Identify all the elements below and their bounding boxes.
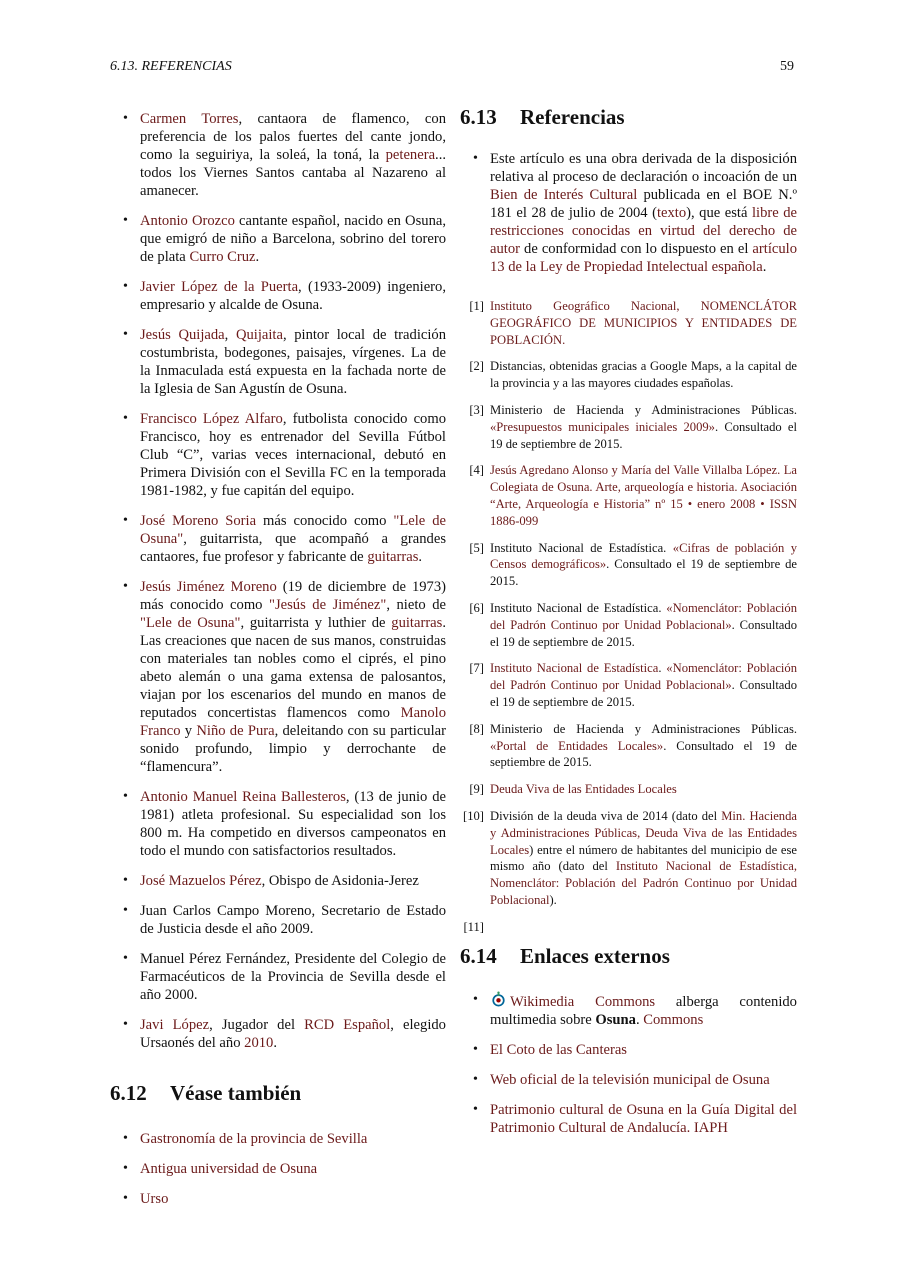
- text-link[interactable]: Javier López de la Puerta: [140, 279, 299, 295]
- text-segment: . Consultado el 19 de septiembre de 2015.: [490, 419, 797, 451]
- reference-item: [460, 358, 797, 392]
- person-list-item: [110, 902, 446, 938]
- person-list-item: [110, 326, 446, 398]
- text-link[interactable]: Carmen Torres: [140, 111, 239, 127]
- person-list-item: [110, 212, 446, 266]
- text-segment: Ministerio de Hacienda y Administraciones Públicas.: [490, 402, 797, 417]
- text-link[interactable]: Quijaita: [235, 327, 283, 343]
- reference-number: [5]: [469, 540, 484, 555]
- text-segment: Este artículo es una obra derivada de la disposición relativa al proceso de declaración o incoación de un: [490, 151, 797, 185]
- text-segment: , nieto de: [386, 597, 446, 613]
- text-segment: . Consultado el 19 de septiembre de 2015.: [490, 617, 797, 649]
- see-also-heading: [110, 1080, 446, 1106]
- text-link[interactable]: Urso: [140, 1191, 169, 1207]
- person-list-item: [110, 1016, 446, 1052]
- text-segment: , Obispo de Asidonia-Jerez: [261, 873, 419, 889]
- reference-item: [460, 298, 797, 348]
- reference-number: [9]: [469, 782, 484, 797]
- reference-number: [7]: [469, 661, 484, 676]
- external-link-item: [460, 991, 797, 1029]
- reference-item: [460, 808, 797, 909]
- references-title: Referencias: [520, 105, 625, 129]
- text-segment: . Consultado el 19 de septiembre de 2015.: [490, 738, 797, 770]
- text-link[interactable]: Web oficial de la televisión municipal de Osuna: [490, 1071, 770, 1088]
- text-segment: , (13 de junio de 1981) atleta profesional. Su especialidad son los 800 m. Ha competido en diversos campeonatos en todo el mundo con satisfactorios resultados.: [140, 789, 446, 859]
- see-also-title: Véase también: [170, 1081, 302, 1105]
- text-link[interactable]: Gastronomía de la provincia de Sevilla: [140, 1131, 368, 1147]
- text-segment: alberga contenido multimedia sobre: [490, 993, 797, 1028]
- reference-item: [460, 540, 797, 590]
- reference-item: [460, 781, 797, 798]
- left-column: [110, 110, 446, 1220]
- see-also-item: [110, 1160, 446, 1178]
- text-segment: Ministerio de Hacienda y Administraciones Públicas.: [490, 721, 797, 736]
- right-column: [460, 104, 797, 1149]
- reference-number: [11]: [463, 919, 484, 934]
- notable-people-list: [110, 110, 446, 1052]
- text-segment: Manuel Pérez Fernández, Presidente del Colegio de Farmacéuticos de la Provincia de Sevilla desde el año 2000.: [140, 951, 446, 1003]
- reference-item: [460, 600, 797, 650]
- text-segment: , elegido Ursaonés del año: [140, 1017, 446, 1051]
- text-link[interactable]: Min. Hacienda y Administraciones Públicas, Deuda Viva de las Entidades Locales: [490, 808, 797, 857]
- person-list-item: [110, 410, 446, 500]
- references-heading: [460, 104, 797, 130]
- reference-number: [1]: [469, 299, 484, 313]
- text-link[interactable]: «Nomenclátor: Población del Padrón Continuo por Unidad Poblacional»: [490, 661, 798, 693]
- text-link[interactable]: Bien de Interés Cultural: [490, 187, 638, 203]
- text-link[interactable]: guitarras: [367, 549, 419, 565]
- text-link[interactable]: Deuda Viva de las Entidades Locales: [490, 782, 677, 797]
- reference-number: [2]: [469, 359, 484, 374]
- person-list-item: [110, 950, 446, 1004]
- external-links-list: [460, 991, 797, 1137]
- text-segment: División de la deuda viva de 2014 (dato del: [490, 808, 722, 823]
- text-link[interactable]: "Lele de Osuna": [140, 615, 241, 631]
- text-segment: .: [418, 549, 423, 565]
- text-segment: . Consultado el 19 de septiembre de 2015.: [490, 678, 797, 709]
- page-number: 59: [780, 59, 794, 74]
- text-segment: , pintor local de tradición costumbrista, bodegones, paisajes, vírgenes. La de la Inmaculada está expuesta en la fachada norte de la Iglesia de San Agustín de Osuna.: [140, 327, 446, 397]
- text-segment: .: [255, 249, 260, 265]
- see-also-number: 6.12: [110, 1081, 147, 1105]
- text-link[interactable]: Manolo Franco: [140, 705, 446, 739]
- text-link[interactable]: Jesús Jiménez Moreno: [140, 579, 277, 595]
- external-link-item: [460, 1101, 797, 1137]
- text-link[interactable]: Antigua universidad de Osuna: [140, 1161, 318, 1177]
- text-segment: cantante español, nacido en Osuna, que emigró de niño a Barcelona, sobrino del torero de plata: [140, 213, 446, 265]
- text-link[interactable]: Jesús Agredano Alonso y María del Valle Villalba López. La Colegiata de Osuna. Arte, arqueología e historia. Asociación “Arte, Arqueología e Historia” nº 15 • enero 2008 • ISSN 1886-099: [490, 463, 797, 528]
- person-list-item: [110, 110, 446, 200]
- text-link[interactable]: Instituto Nacional de Estadística: [490, 661, 659, 676]
- text-segment: , guitarrista y luthier de: [240, 615, 392, 631]
- text-segment: ... todos los Viernes Santos cantaba al Nazareno al amanecer.: [140, 147, 446, 199]
- person-list-item: [110, 788, 446, 860]
- text-link[interactable]: Wikimedia Commons: [510, 993, 656, 1010]
- reference-number: [4]: [469, 463, 484, 478]
- text-segment: ), que está: [686, 205, 752, 221]
- external-link-item: [460, 1041, 797, 1059]
- text-link[interactable]: Instituto Geográfico Nacional, NOMENCLÁTOR GEOGRÁFICO DE MUNICIPIOS Y ENTIDADES DE POBLACIÓN.: [490, 299, 797, 347]
- text-segment: Distancias, obtenidas gracias a Google Maps, a la capital de la provincia y a las mayores ciudades españolas.: [490, 359, 797, 391]
- text-segment: más conocido como: [256, 513, 394, 529]
- text-segment: , cantaora de flamenco, con preferencia de los palos fuertes del cante jondo, como la seguiriya, la soleá, la toná, la: [140, 111, 446, 163]
- reference-item: [460, 462, 797, 529]
- text-segment: , futbolista conocido como Francisco, hoy es entrenador del Sevilla Fútbol Club “C”, varias veces internacional, debutó en Primera División con el Sevilla FC en la temporada 1981-1982, y fue capitán del equipo.: [140, 411, 446, 499]
- text-link[interactable]: libre de restricciones conocidas en virtud del derecho de autor: [490, 205, 797, 257]
- reference-item: [460, 721, 797, 771]
- running-header-section: 6.13. REFERENCIAS: [110, 59, 232, 74]
- text-segment: ) entre el número de habitantes del municipio de ese mismo año (dato del: [490, 842, 797, 874]
- text-link[interactable]: Patrimonio cultural de Osuna en la Guía Digital del Patrimonio Cultural de Andalucía. IAPH: [490, 1101, 797, 1136]
- references-list: [460, 298, 798, 934]
- text-link[interactable]: Commons: [643, 1011, 704, 1028]
- text-segment: .: [658, 661, 667, 676]
- reference-number: [10]: [463, 808, 484, 823]
- external-link-item: [460, 1071, 797, 1089]
- text-link[interactable]: Curro Cruz: [189, 249, 256, 265]
- wikimedia-commons-icon: [490, 991, 507, 1008]
- text-segment: Juan Carlos Campo Moreno, Secretario de Estado de Justicia desde el año 2009.: [140, 903, 446, 937]
- person-list-item: [110, 512, 446, 566]
- person-list-item: [110, 872, 446, 890]
- text-segment: de conformidad con lo dispuesto en el: [520, 241, 753, 257]
- text-segment: Instituto Nacional de Estadística.: [490, 540, 673, 555]
- text-link[interactable]: «Portal de Entidades Locales»: [490, 738, 664, 753]
- text-link[interactable]: Niño de Pura: [196, 723, 275, 739]
- text-link[interactable]: Javi López: [140, 1017, 210, 1033]
- text-segment: (19 de diciembre de 1973) más conocido como: [140, 579, 446, 613]
- reference-item: [460, 660, 797, 710]
- text-link[interactable]: Instituto Nacional de Estadística, Nomenclátor: Población del Padrón Continuo por Unidad Poblacional: [490, 859, 798, 907]
- reference-number: [3]: [469, 402, 484, 417]
- external-links-heading: [460, 943, 797, 969]
- text-segment: .: [762, 259, 767, 275]
- text-link[interactable]: José Moreno Soria: [140, 513, 257, 529]
- text-link[interactable]: "Jesús de Jiménez": [268, 597, 387, 613]
- text-segment: . Las creaciones que nacen de sus manos, construidas con materiales tan nobles como el ciprés, el pino abeto alemán o una gama extensa de palosantos, viajan por los escenarios del mundo en manos de reputados concertistas flamencos como: [140, 615, 446, 721]
- text-segment: .: [273, 1035, 277, 1051]
- text-link[interactable]: El Coto de las Canteras: [490, 1041, 627, 1058]
- text-link[interactable]: Antonio Orozco: [140, 213, 235, 229]
- external-links-title: Enlaces externos: [520, 943, 670, 968]
- text-link[interactable]: RCD Español: [304, 1017, 391, 1033]
- text-segment: , (1933-2009) ingeniero, empresario y alcalde de Osuna.: [140, 279, 446, 313]
- external-links-number: 6.14: [460, 943, 497, 968]
- reference-number: [6]: [469, 600, 484, 615]
- text-segment: ).: [549, 892, 557, 907]
- text-link[interactable]: «Presupuestos municipales iniciales 2009»: [490, 419, 715, 434]
- text-segment: , guitarrista, que acompañó a grandes cantaores, fue profesor y fabricante de: [140, 531, 446, 565]
- person-list-item: [110, 578, 446, 776]
- text-link[interactable]: Antonio Manuel Reina Ballesteros: [140, 789, 346, 805]
- license-notice-item: [460, 150, 797, 276]
- license-notice-list: [460, 150, 797, 276]
- text-link[interactable]: José Mazuelos Pérez: [140, 873, 262, 889]
- text-segment: .: [635, 1011, 644, 1028]
- see-also-list: [110, 1130, 446, 1208]
- text-link[interactable]: «Cifras de población y Censos demográficos»: [490, 540, 797, 572]
- references-number: 6.13: [460, 105, 497, 129]
- text-segment: publicada en el BOE N.º 181 el 28 de julio de 2004 (: [490, 187, 797, 221]
- text-segment: . Consultado el 19 de septiembre de 2015.: [490, 557, 798, 589]
- bold-text: Osuna: [595, 1011, 636, 1028]
- reference-item: [460, 402, 797, 452]
- person-list-item: [110, 278, 446, 314]
- text-link[interactable]: "Lele de Osuna": [140, 513, 446, 547]
- text-segment: y: [180, 723, 197, 739]
- text-segment: , deleitando con su particular sonido profundo, limpio y derrochante de “flamencura”.: [140, 723, 446, 775]
- text-segment: Instituto Nacional de Estadística.: [490, 600, 667, 615]
- text-link[interactable]: petenera: [385, 147, 436, 163]
- reference-number: [8]: [469, 721, 484, 736]
- text-link[interactable]: «Nomenclátor: Población del Padrón Continuo por Unidad Poblacional»: [490, 600, 797, 632]
- text-link[interactable]: artículo 13 de la Ley de Propiedad Intelectual española: [490, 241, 797, 275]
- text-link[interactable]: 2010: [244, 1035, 274, 1051]
- text-link[interactable]: Jesús Quijada: [140, 327, 225, 343]
- see-also-item: [110, 1130, 446, 1148]
- text-link[interactable]: texto: [656, 205, 687, 221]
- text-link[interactable]: guitarras: [391, 615, 443, 631]
- text-segment: , Jugador del: [209, 1017, 305, 1033]
- text-segment: ,: [224, 327, 236, 343]
- text-link[interactable]: Francisco López Alfaro: [140, 411, 283, 427]
- see-also-item: [110, 1190, 446, 1208]
